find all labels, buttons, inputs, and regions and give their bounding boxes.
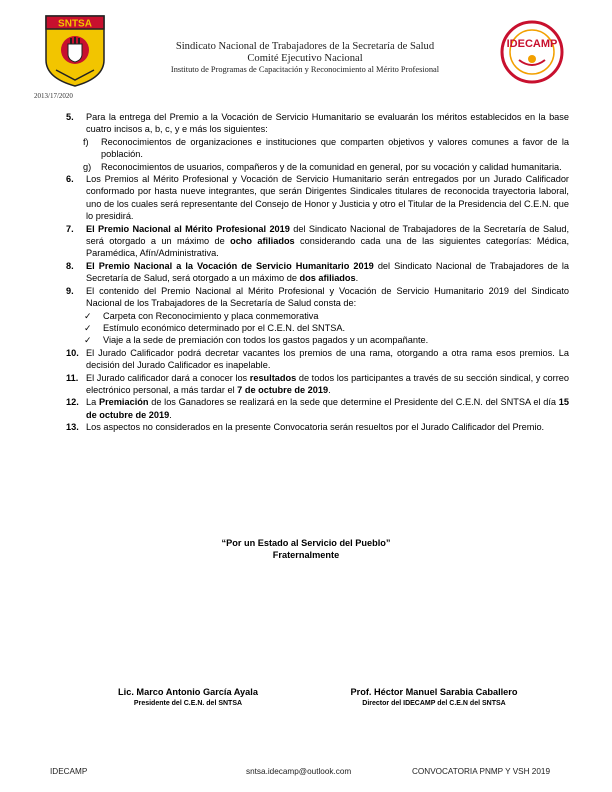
clause-text: considerando cada una de las siguientes categorías: Médica, Paramédica, Afín/Administrativa. [86,236,570,259]
period-label: 2013/17/2020 [34,92,73,100]
motto: “Por un Estado al Servicio del Pueblo” [221,538,391,548]
clause-number: 7. [66,223,74,234]
clause-item [66,223,569,260]
clause-number: 10. [66,347,79,358]
clause-number: 8. [66,260,74,271]
checkmark-icon: ✓ [84,335,92,346]
sub-item-letter: f) [83,136,89,147]
clause-text: de los Ganadores se realizará en la sede que determine el Presidente del C.E.N. del SNTSA el día [148,397,559,408]
checkmark-icon: ✓ [84,322,92,333]
clause-item [66,285,569,310]
clause-item [66,260,569,285]
svg-text:IDECAMP: IDECAMP [506,38,558,50]
institute-name: Instituto de Programas de Capacitación y Reconocimiento al Mérito Profesional [170,65,440,74]
clause-number: 12. [66,397,79,408]
signatory-role: Director del IDECAMP del C.E.N del SNTSA [362,700,506,707]
clause-text: del Sindicato Nacional de Trabajadores de la Secretaría de Salud, será otorgado a un máximo de [86,223,570,247]
clause-text-bold: ocho afiliados [230,236,295,247]
signatory-role: Presidente del C.E.N. del SNTSA [133,700,243,707]
committee-name: Comité Ejecutivo Nacional [247,53,363,64]
clause-text-bold: Premiación [98,397,149,408]
clause-text-bold: 15 de octubre de 2019 [86,397,570,420]
clause-item [66,111,569,136]
letterhead [110,40,500,75]
clause-item [66,372,569,397]
clause-text: El contenido del Premio Nacional al Mérito Profesional y Vocación de Servicio Humanitario 2019 del Sindicato Nacional de los Trabajadores de la Secretaría de Salud consta de: [86,285,569,309]
sntsa-logo [44,14,106,88]
clause-item [66,421,569,433]
clause-item [66,173,569,223]
clause-text: . [169,409,172,420]
signatory-name: Prof. Héctor Manuel Sarabia Caballero [350,687,518,697]
checklist-item [66,310,569,322]
footer-left: IDECAMP [50,767,88,776]
sub-item-text: Reconocimientos de organizaciones e instituciones que comparten objetivos y valores comunes a favor de la población. [101,136,569,160]
signatory-name: Lic. Marco Antonio García Ayala [118,687,258,697]
clause-number: 5. [66,112,74,122]
closing [0,537,612,562]
clause-number: 11. [66,372,79,383]
sub-item [66,161,569,173]
clause-text: . [328,384,331,395]
checklist-item [66,334,569,346]
org-name: Sindicato Nacional de Trabajadores de la Secretaría de Salud [175,41,435,52]
clause-text: Los aspectos no considerados en la presente Convocatoria serán resueltos por el Jurado Calificador del Premio. [86,422,545,433]
clause-text-bold: El Premio Nacional a la Vocación de Servicio Humanitario 2019 [86,260,374,271]
sub-item [66,136,569,161]
clause-text: del Sindicato Nacional de Trabajadores de la Secretaría de Salud, será otorgado a un máximo de [86,260,569,284]
clause-number: 13. [66,422,79,433]
regards: Fraternalmente [272,550,340,561]
clause-number: 9. [66,285,74,296]
checklist-text: Carpeta con Reconocimiento y placa conmemorativa [103,310,319,321]
clause-text: La [86,397,99,408]
footer-email[interactable]: sntsa.idecamp@outlook.com [246,767,352,776]
clause-text-bold: El Premio Nacional al Mérito Profesional 2019 [86,223,290,234]
sub-item-letter: g) [83,161,92,172]
clause-text: de todos los participantes a través de su sección sindical, y correo electrónico personal, a más tardar el [86,372,569,395]
clause-text: Para la entrega del Premio a la Vocación de Servicio Humanitario se evaluarán los méritos establecidos en la base cuatro incisos a, b, c, y e más los siguientes: [86,112,569,135]
svg-text:SNTSA: SNTSA [58,18,92,30]
clause-text-bold: resultados [249,372,297,383]
clause-item [66,347,569,372]
convocatoria-body [66,111,569,434]
clause-text-bold: 7 de octubre de 2019 [237,384,329,395]
checklist-text: Viaje a la sede de premiación con todos los gastos pagados y un acompañante. [103,335,429,346]
sub-item-text: Reconocimientos de usuarios, compañeros y de la comunidad en general, por su vocación y calidad humanitaria. [101,161,562,172]
clause-text: El Jurado Calificador podrá decretar vacantes los premios de una rama, otorgando a otra rama esos premios. La decisión del Jurado Calificador es inapelable. [86,347,569,371]
clause-text: El Jurado calificador dará a conocer los [86,372,250,383]
checkmark-icon: ✓ [84,310,92,321]
clause-item [66,396,569,421]
footer-right: CONVOCATORIA PNMP Y VSH 2019 [412,767,551,776]
clause-text: Los Premios al Mérito Profesional y Vocación de Servicio Humanitario serán entregados por un Jurado Calificador conformado por hasta nueve integrantes, que serán Dirigentes Sindicales titulares de reconocida trayectoria laboral, uno de los cuales será representante del Consejo de Honor y Justicia y otro el Titular de la Presidencia del C.E.N. que lo presidirá. [86,174,569,222]
signature-director [324,686,544,709]
idecamp-logo [497,16,567,88]
checklist-item [66,322,569,334]
signature-president [88,686,288,709]
clause-number: 6. [66,174,74,185]
clause-text-bold: dos afiliados [299,273,356,284]
clause-text: . [355,273,359,284]
checklist-text: Estímulo económico determinado por el C.E.N. del SNTSA. [103,322,346,333]
